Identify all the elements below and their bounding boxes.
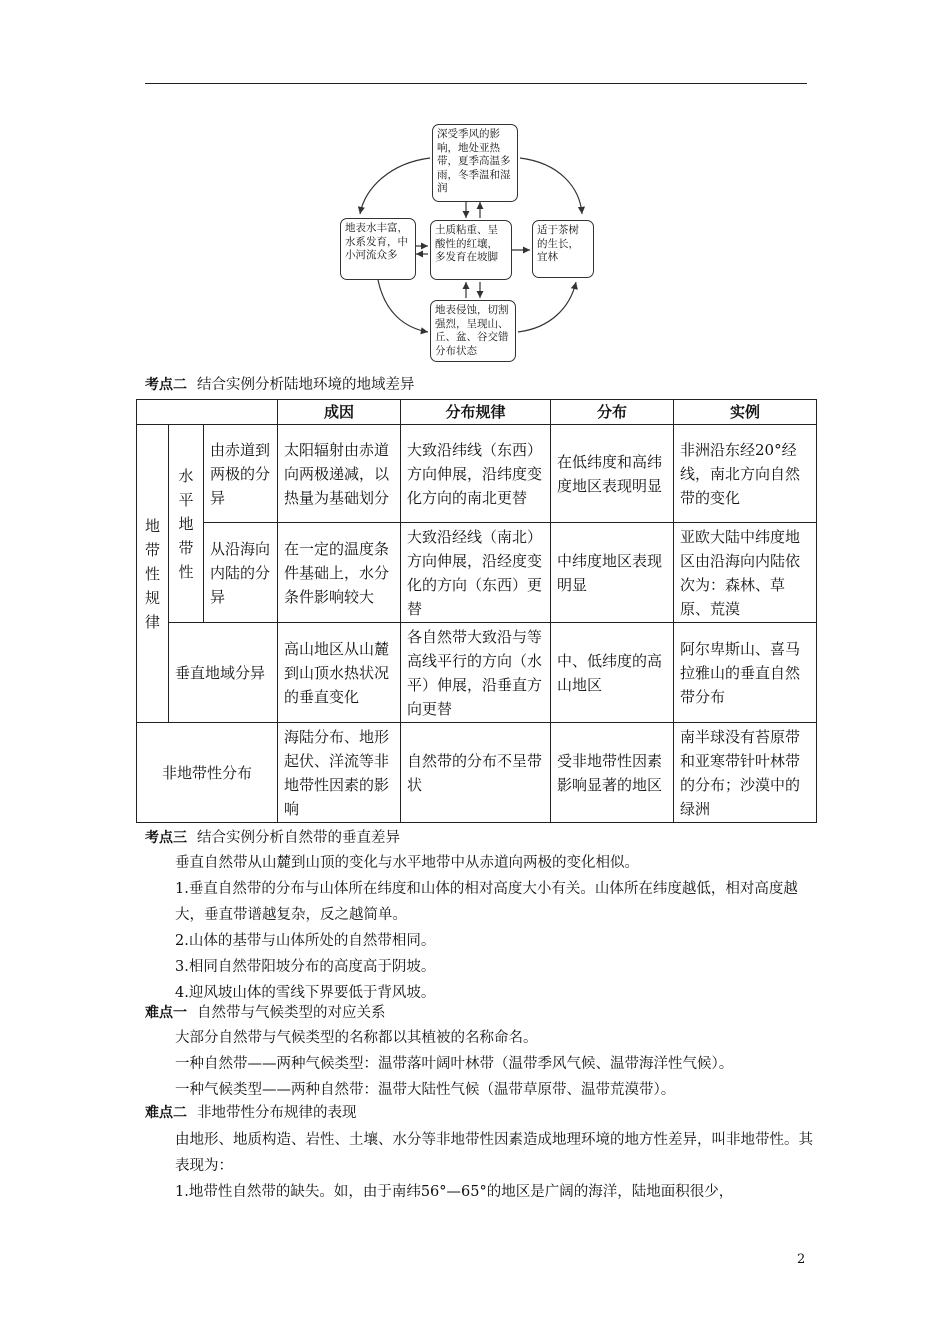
difficulty-2-line: 由地形、地质构造、岩性、土壤、水分等非地带性因素造成地理环境的地方性差异，叫非地带性。其表现为： xyxy=(175,1132,813,1174)
section-2-tag: 考点二 xyxy=(145,377,187,393)
table-header-blank xyxy=(137,400,278,425)
diagram-box-landform: 地表侵蚀，切割强烈，呈现山、丘、盆、谷交错分布状态 xyxy=(430,300,516,362)
difficulty-1-tag: 难点一 xyxy=(145,1005,187,1021)
difficulty-2-tag: 难点二 xyxy=(145,1105,187,1121)
section-2-title: 结合实例分析陆地环境的地域差异 xyxy=(197,377,415,393)
row-label: 由赤道到两极的分异 xyxy=(204,425,278,523)
row-label: 非地带性分布 xyxy=(137,723,278,823)
section-3-item: 1.垂直自然带的分布与山体所在纬度和山体的相对高度大小有关。山体所在纬度越低，相对高度越大，垂直带谱越复杂，反之越简单。 xyxy=(175,881,798,923)
table-row xyxy=(137,425,817,523)
header-rule xyxy=(145,83,807,84)
table-row xyxy=(137,623,817,723)
cell-example: 南半球没有苔原带和亚寒带针叶林带的分布；沙漠中的绿洲 xyxy=(674,723,817,823)
cell-rule: 各自然带大致沿与等高线平行的方向（水平）伸展，沿垂直方向更替 xyxy=(401,623,551,723)
difficulty-2-line: 1.地带性自然带的缺失。如，由于南纬56°—65°的地区是广阔的海洋，陆地面积很少， xyxy=(175,1184,734,1200)
horizontal-zonal-label: 水平地带性 xyxy=(169,425,204,623)
arrow-bottom-right xyxy=(518,282,576,332)
cell-example: 非洲沿东经20°经线，南北方向自然带的变化 xyxy=(674,425,817,523)
cell-cause: 海陆分布、地形起伏、洋流等非地带性因素的影响 xyxy=(278,723,401,823)
difficulty-1-line: 一种气候类型——两种自然带：温带大陆性气候（温带草原带、温带荒漠带）。 xyxy=(175,1082,676,1098)
cell-distribution: 中、低纬度的高山地区 xyxy=(551,623,674,723)
table-header-example: 实例 xyxy=(674,400,817,425)
page-number: 2 xyxy=(797,1252,806,1267)
section-3-item: 4.迎风坡山体的雪线下界要低于背风坡。 xyxy=(175,985,436,1001)
cell-example: 亚欧大陆中纬度地区由沿海向内陆依次为：森林、草原、荒漠 xyxy=(674,523,817,623)
table-header-rule: 分布规律 xyxy=(401,400,551,425)
row-label: 从沿海向内陆的分异 xyxy=(204,523,278,623)
section-3-item: 2.山体的基带与山体所处的自然带相同。 xyxy=(175,933,436,949)
table-row xyxy=(137,723,817,823)
difficulty-1-body xyxy=(145,1025,825,1103)
cell-cause: 在一定的温度条件基础上，水分条件影响较大 xyxy=(278,523,401,623)
cell-cause: 太阳辐射由赤道向两极递减，以热量为基础划分 xyxy=(278,425,401,523)
section-3-body xyxy=(145,850,825,1006)
diagram-box-water: 地表水丰富，水系发育，中小河流众多 xyxy=(340,218,416,280)
regional-difference-table xyxy=(136,399,817,823)
cell-distribution: 中纬度地区表现明显 xyxy=(551,523,674,623)
difficulty-2-heading xyxy=(145,1103,357,1123)
section-3-tag: 考点三 xyxy=(145,830,187,846)
difficulty-1-line: 大部分自然带与气候类型的名称都以其植被的名称命名。 xyxy=(175,1030,538,1046)
cell-rule: 自然带的分布不呈带状 xyxy=(401,723,551,823)
difficulty-1-title: 自然带与气候类型的对应关系 xyxy=(197,1005,386,1021)
arrow-top-right xyxy=(520,158,582,214)
table-header-distribution: 分布 xyxy=(551,400,674,425)
section-3-intro: 垂直自然带从山麓到山顶的变化与水平地带中从赤道向两极的变化相似。 xyxy=(175,855,639,871)
difficulty-1-heading xyxy=(145,1003,386,1023)
diagram-box-climate: 深受季风的影响，地处亚热带，夏季高温多雨，冬季温和湿润 xyxy=(432,124,518,202)
zonal-group-label: 地带性规律 xyxy=(137,425,169,723)
section-3-heading xyxy=(145,828,400,848)
cell-rule: 大致沿经线（南北）方向伸展，沿经度变化的方向（东西）更替 xyxy=(401,523,551,623)
cell-cause: 高山地区从山麓到山顶水热状况的垂直变化 xyxy=(278,623,401,723)
arrow-left-bottom xyxy=(378,280,428,332)
diagram-box-soil: 土质粘重、呈酸性的红壤，多发育在坡脚 xyxy=(430,220,512,280)
difficulty-1-line: 一种自然带——两种气候类型：温带落叶阔叶林带（温带季风气候、温带海洋性气候）。 xyxy=(175,1056,734,1072)
cell-rule: 大致沿纬线（东西）方向伸展，沿纬度变化方向的南北更替 xyxy=(401,425,551,523)
section-2-heading xyxy=(145,375,415,395)
cell-example: 阿尔卑斯山、喜马拉雅山的垂直自然带分布 xyxy=(674,623,817,723)
table-header-cause: 成因 xyxy=(278,400,401,425)
arrow-top-left xyxy=(360,158,430,214)
section-3-title: 结合实例分析自然带的垂直差异 xyxy=(197,830,400,846)
difficulty-2-title: 非地带性分布规律的表现 xyxy=(197,1105,357,1121)
row-label: 垂直地域分异 xyxy=(169,623,278,723)
diagram-box-tea: 适于茶树的生长，宜林 xyxy=(532,220,594,278)
table-header-row xyxy=(137,400,817,425)
table-row xyxy=(137,523,817,623)
difficulty-2-body xyxy=(145,1127,825,1205)
cell-distribution: 受非地带性因素影响显著的地区 xyxy=(551,723,674,823)
cell-distribution: 在低纬度和高纬度地区表现明显 xyxy=(551,425,674,523)
cause-effect-diagram xyxy=(330,118,620,366)
section-3-item: 3.相同自然带阳坡分布的高度高于阴坡。 xyxy=(175,959,436,975)
